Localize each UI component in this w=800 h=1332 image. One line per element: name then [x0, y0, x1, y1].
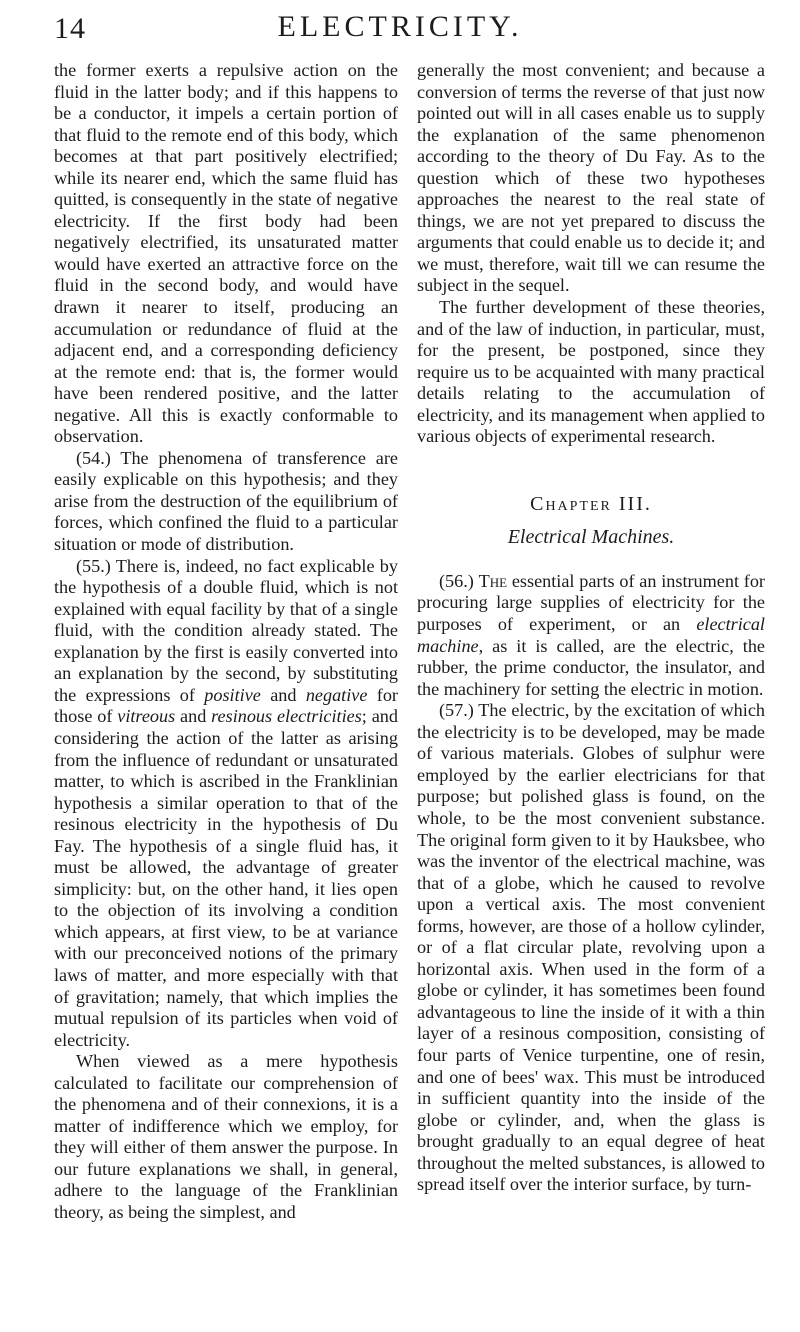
- paragraph-55: [54, 556, 398, 1052]
- paragraph-further-development: The further development of these theories, and of the law of induction, in particular, must, for the present, be postponed, since they require us to be acquainted with many practical details relating to the accumulation of electricity, and its management when applied to various objects of experimental research.: [417, 297, 765, 447]
- paragraph-56-number: (56.): [439, 570, 479, 591]
- paragraph-55-text-a: (55.) There is, indeed, no fact explicable by the hypothesis of a double fluid, which is not explained with equal facility by that of a single fluid, with the condition already stated. The explanation by the first is easily converted into an explanation by the second, by substituting the expressions of: [54, 555, 398, 705]
- term-resinous-electricities: resinous electricities: [211, 706, 362, 727]
- term-negative: negative: [305, 684, 368, 705]
- paragraph-55-text-b: for those of: [54, 684, 398, 727]
- term-vitreous: vitreous: [117, 706, 176, 727]
- running-header: [54, 10, 746, 50]
- paragraph-56-text-b: , as it is called, are the electric, the rubber, the prime conductor, the insulator, and the machinery for setting the electric in motion.: [417, 635, 765, 699]
- term-positive: positive: [204, 684, 261, 705]
- paragraph-56-lead-word: The: [478, 570, 508, 591]
- paragraph-55-and: and: [260, 684, 306, 705]
- paragraph-54: (54.) The phenomena of transference are easily explicable on this hypothesis; and they arise from the destruction of the equilibrium of forces, which confined the fluid to a particular situation or mode of distribution.: [54, 447, 398, 555]
- term-electrical-machine: electrical machine: [417, 614, 765, 656]
- chapter-heading: Chapter III.: [530, 492, 652, 515]
- right-column: [417, 60, 765, 1196]
- left-column: [54, 60, 398, 1224]
- paragraph-continued-right: generally the most convenient; and because a conversion of terms the reverse of that just now pointed out will in all cases enable us to supply the explanation of the same phenomenon according to the theory of Du Fay. As to the question which of these two hypotheses approaches the nearest to the real state of things, we are not yet prepared to discuss the arguments that could enable us to decide it; and we must, therefore, wait till we can resume the subject in the sequel.: [417, 60, 765, 296]
- paragraph-55-and-2: and: [175, 706, 212, 727]
- paragraph-57: (57.) The electric, by the excitation of which the electricity is to be developed, may be made of various materials. Globes of sulphur were employed by the earlier electricians for that purpose; but polished glass is found, on the whole, to be the most convenient substance. The original form given to it by Hauksbee, who was the inventor of the electrical machine, was that of a globe, which he caused to revolve upon a vertical axis. The most convenient forms, however, are those of a hollow cylinder, or of a flat circular plate, revolving upon a horizontal axis. When used in the form of a globe or cylinder, it has sometimes been found advantageous to line the inside of it with a thin layer of a resinous composition, consisting of four parts of Venice turpentine, one of resin, and one of bees' wax. This must be introduced in sufficient quantity into the inside of the globe or cylinder, and, when the glass is brought gradually to an equal degree of heat throughout the melted substances, is allowed to spread itself over the interior surface, by turn-: [417, 700, 765, 1195]
- paragraph-56-text-a: essential parts of an instrument for procuring large supplies of electricity for the purposes of experiment, or an: [417, 570, 765, 635]
- paragraph-56: [417, 571, 765, 700]
- paragraph-hypothesis: When viewed as a mere hypothesis calculated to facilitate our comprehension of the phenomena and of their connexions, it is a matter of indifference which we employ, for they will either of them answer the purpose. In our future explanations we shall, in general, adhere to the language of the Franklinian theory, as being the simplest, and: [54, 1051, 398, 1222]
- running-title: ELECTRICITY.: [277, 10, 523, 43]
- chapter-title: Electrical Machines.: [507, 526, 675, 549]
- paragraph-continued: the former exerts a repulsive action on the fluid in the latter body; and if this happens to be a conductor, it impels a certain portion of that fluid to the remote end of this body, which becomes at that part positively electrified; while its nearer end, which the same fluid has quitted, is consequently in the state of negative electricity. If the first body had been negatively electrified, its unsaturated matter would have exerted an attractive force on the fluid in the second body, and would have drawn it nearer to itself, producing an accumulation or redundance of fluid at the adjacent end, and a corresponding deficiency at the remote end: that is, the former would have been rendered positive, and the latter negative. All this is exactly conformable to observation.: [54, 60, 398, 447]
- page-number: 14: [54, 12, 86, 45]
- paragraph-55-text-c: ; and considering the action of the latter as arising from the influence of redundant or unsaturated matter, to which is ascribed in the Franklinian hypothesis a similar operation to that of the resinous electricity in the hypothesis of Du Fay. The hypothesis of a single fluid has, it must be allowed, the advantage of greater simplicity: but, on the other hand, it lies open to the objection of its involving a condition which appears, at first view, to be at variance with our preconceived notions of the primary laws of matter, and more especially with that of gravitation; namely, that which implies the mutual repulsion of its particles when void of electricity.: [54, 706, 398, 1050]
